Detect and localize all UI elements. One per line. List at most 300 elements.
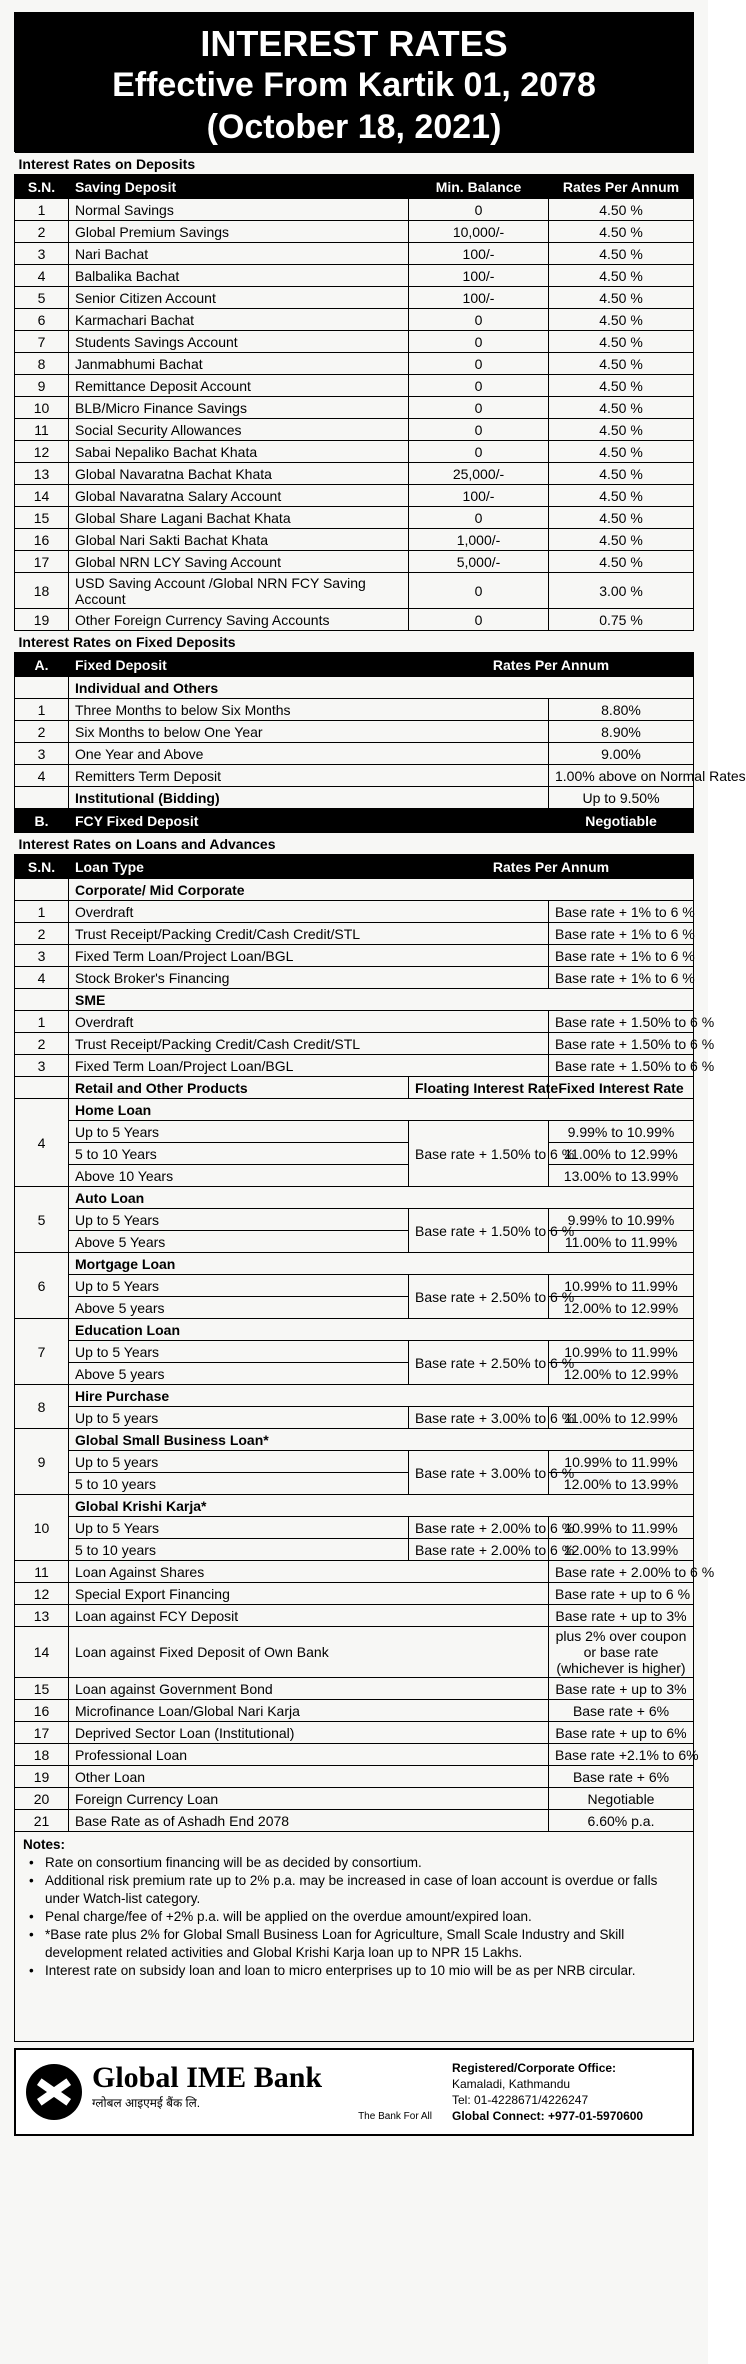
empty-cell xyxy=(15,787,69,809)
fixed-rate-cell: 11.00% to 12.99% xyxy=(549,1143,694,1165)
bank-logo-icon xyxy=(26,2064,82,2120)
fixed-rate-cell: 11.00% to 11.99% xyxy=(549,1231,694,1253)
column-header: A. xyxy=(15,653,69,677)
deposit-cell: 0 xyxy=(409,199,549,221)
note-item: • *Base rate plus 2% for Global Small Business Loan for Agriculture, Small Scale Industry and Skill development related activities and Global Krishi Karja loan up to NPR 15 Lakhs. xyxy=(27,1926,685,1962)
term-cell: 5 to 10 Years xyxy=(69,1143,409,1165)
section-title: Interest Rates on Deposits xyxy=(15,153,694,175)
deposit-cell: 100/- xyxy=(409,265,549,287)
loan-row xyxy=(15,1744,694,1766)
sn-cell: 2 xyxy=(15,923,69,945)
deposit-row xyxy=(15,353,694,375)
rate-cell: Base rate + 2.00% to 6 % xyxy=(549,1561,694,1583)
subhead: Fixed Interest Rate xyxy=(549,1077,694,1099)
subhead-row xyxy=(15,879,694,901)
rate-cell: 9.00% xyxy=(549,743,694,765)
loan-row xyxy=(15,1766,694,1788)
floating-rate-cell: Base rate + 3.00% to 6 % xyxy=(409,1451,549,1495)
sn-cell: 16 xyxy=(15,1700,69,1722)
product-title-row xyxy=(15,1253,694,1275)
label-cell: Special Export Financing xyxy=(69,1583,549,1605)
deposit-cell: 13 xyxy=(15,463,69,485)
label-cell: Microfinance Loan/Global Nari Karja xyxy=(69,1700,549,1722)
floating-rate-cell: Base rate + 2.00% to 6 % xyxy=(409,1539,549,1561)
rate-cell: Base rate + up to 3% xyxy=(549,1678,694,1700)
fixed-rate-cell: 10.99% to 11.99% xyxy=(549,1341,694,1363)
rate-cell: Base rate + 1.50% to 6 % xyxy=(549,1011,694,1033)
deposit-row xyxy=(15,441,694,463)
rate-cell: Base rate + 1% to 6 % xyxy=(549,945,694,967)
deposit-cell: 4.50 % xyxy=(549,529,694,551)
product-row xyxy=(15,1275,694,1297)
term-cell: Above 10 Years xyxy=(69,1165,409,1187)
deposit-cell: Normal Savings xyxy=(69,199,409,221)
rate-cell: Base rate +2.1% to 6% xyxy=(549,1744,694,1766)
deposit-cell: Nari Bachat xyxy=(69,243,409,265)
loan-row xyxy=(15,923,694,945)
column-header: Negotiable xyxy=(549,809,694,833)
deposit-cell: 5,000/- xyxy=(409,551,549,573)
rate-cell: Base rate + up to 6% xyxy=(549,1722,694,1744)
notes-section xyxy=(14,1832,694,2042)
label-cell: Professional Loan xyxy=(69,1744,549,1766)
note-item: • Rate on consortium financing will be as decided by consortium. xyxy=(27,1854,685,1872)
deposit-cell: 4.50 % xyxy=(549,375,694,397)
notice-title: INTEREST RATES xyxy=(200,23,508,64)
product-row xyxy=(15,1297,694,1319)
section-title-row xyxy=(15,631,694,653)
deposit-cell: 4 xyxy=(15,265,69,287)
column-header: Min. Balance xyxy=(409,175,549,199)
loan-row xyxy=(15,967,694,989)
deposit-cell: 1,000/- xyxy=(409,529,549,551)
sn-cell: 13 xyxy=(15,1605,69,1627)
sn-cell: 6 xyxy=(15,1253,69,1319)
deposit-cell: Karmachari Bachat xyxy=(69,309,409,331)
fixed-row xyxy=(15,765,694,787)
deposit-cell: Global Share Lagani Bachat Khata xyxy=(69,507,409,529)
subhead-row xyxy=(15,989,694,1011)
deposit-row xyxy=(15,243,694,265)
deposit-row xyxy=(15,375,694,397)
label-cell: Three Months to below Six Months xyxy=(69,699,549,721)
bank-footer xyxy=(14,2048,694,2136)
deposit-row xyxy=(15,573,694,609)
product-row xyxy=(15,1121,694,1143)
product-title: Education Loan xyxy=(69,1319,694,1341)
label-cell: Institutional (Bidding) xyxy=(69,787,549,809)
notice-header xyxy=(14,12,694,152)
sn-cell: 1 xyxy=(15,1011,69,1033)
deposit-row xyxy=(15,551,694,573)
fixed-rate-cell: 12.00% to 13.99% xyxy=(549,1539,694,1561)
subhead-row xyxy=(15,677,694,699)
label-cell: Loan against Fixed Deposit of Own Bank xyxy=(69,1627,549,1678)
product-row xyxy=(15,1451,694,1473)
deposit-row xyxy=(15,419,694,441)
deposit-row xyxy=(15,265,694,287)
label-cell: Loan against FCY Deposit xyxy=(69,1605,549,1627)
sn-cell: 7 xyxy=(15,1319,69,1385)
loan-row xyxy=(15,901,694,923)
note-item: • Penal charge/fee of +2% p.a. will be applied on the overdue amount/expired loan. xyxy=(27,1908,685,1926)
deposit-cell: 4.50 % xyxy=(549,309,694,331)
section-title-row xyxy=(15,833,694,855)
deposit-cell: Global Navaratna Bachat Khata xyxy=(69,463,409,485)
rate-cell: 1.00% above on Normal Rates xyxy=(549,765,694,787)
empty-cell xyxy=(15,1077,69,1099)
loan-row xyxy=(15,1627,694,1678)
deposit-row xyxy=(15,529,694,551)
deposit-cell: Balbalika Bachat xyxy=(69,265,409,287)
office-title: Registered/Corporate Office: xyxy=(452,2061,617,2075)
deposit-cell: 15 xyxy=(15,507,69,529)
product-row xyxy=(15,1143,694,1165)
sn-cell: 3 xyxy=(15,1055,69,1077)
label-cell: Other Loan xyxy=(69,1766,549,1788)
column-header: Loan Type xyxy=(69,855,409,879)
product-title: Global Krishi Karja* xyxy=(69,1495,694,1517)
subhead: Corporate/ Mid Corporate xyxy=(69,879,694,901)
loan-row xyxy=(15,1605,694,1627)
column-header: FCY Fixed Deposit xyxy=(69,809,549,833)
office-connect: Global Connect: +977-01-5970600 xyxy=(452,2109,644,2123)
rate-cell: plus 2% over coupon or base rate (whichever is higher) xyxy=(549,1627,694,1678)
loan-row xyxy=(15,1583,694,1605)
sn-cell: 3 xyxy=(15,945,69,967)
deposit-cell: 0 xyxy=(409,609,549,631)
loan-row xyxy=(15,1055,694,1077)
loan-row xyxy=(15,1788,694,1810)
inst-row xyxy=(15,787,694,809)
product-title: Mortgage Loan xyxy=(69,1253,694,1275)
deposit-cell: 0 xyxy=(409,397,549,419)
rate-cell: Base rate + 1.50% to 6 % xyxy=(549,1055,694,1077)
deposit-cell: Global Premium Savings xyxy=(69,221,409,243)
rate-cell: Base rate + 1% to 6 % xyxy=(549,967,694,989)
label-cell: Overdraft xyxy=(69,901,549,923)
deposit-cell: Global Nari Sakti Bachat Khata xyxy=(69,529,409,551)
deposit-cell: 11 xyxy=(15,419,69,441)
fixed-rate-cell: 12.00% to 12.99% xyxy=(549,1297,694,1319)
deposit-cell: 17 xyxy=(15,551,69,573)
deposit-row xyxy=(15,507,694,529)
rate-cell: Negotiable xyxy=(549,1788,694,1810)
product-title: Home Loan xyxy=(69,1099,694,1121)
deposit-cell: 3.00 % xyxy=(549,573,694,609)
product-title-row xyxy=(15,1495,694,1517)
deposit-cell: 4.50 % xyxy=(549,287,694,309)
deposit-cell: 1 xyxy=(15,199,69,221)
label-cell: Fixed Term Loan/Project Loan/BGL xyxy=(69,945,549,967)
header-row xyxy=(15,653,694,677)
loan-row xyxy=(15,1011,694,1033)
deposit-cell: 4.50 % xyxy=(549,221,694,243)
rate-cell: Up to 9.50% xyxy=(549,787,694,809)
product-title: Auto Loan xyxy=(69,1187,694,1209)
label-cell: Stock Broker's Financing xyxy=(69,967,549,989)
floating-rate-cell: Base rate + 2.00% to 6 % xyxy=(409,1517,549,1539)
term-cell: Up to 5 years xyxy=(69,1451,409,1473)
sn-cell: 5 xyxy=(15,1187,69,1253)
subhead: Individual and Others xyxy=(69,677,694,699)
sn-cell: 2 xyxy=(15,1033,69,1055)
deposit-cell: 4.50 % xyxy=(549,463,694,485)
column-header: Rates Per Annum xyxy=(409,855,694,879)
deposit-cell: 4.50 % xyxy=(549,353,694,375)
loan-row xyxy=(15,1033,694,1055)
bank-name: Global IME Bank xyxy=(92,2061,323,2094)
loan-row xyxy=(15,1722,694,1744)
fixed-rate-cell: 10.99% to 11.99% xyxy=(549,1517,694,1539)
deposit-cell: 10 xyxy=(15,397,69,419)
label-cell: Base Rate as of Ashadh End 2078 xyxy=(69,1810,549,1832)
deposit-cell: 14 xyxy=(15,485,69,507)
effective-date-ad: (October 18, 2021) xyxy=(206,108,502,146)
subhead: Retail and Other Products xyxy=(69,1077,409,1099)
deposit-cell: 9 xyxy=(15,375,69,397)
header-row xyxy=(15,855,694,879)
fixed-rate-cell: 9.99% to 10.99% xyxy=(549,1121,694,1143)
product-row xyxy=(15,1231,694,1253)
deposit-cell: 4.50 % xyxy=(549,485,694,507)
deposit-cell: 4.50 % xyxy=(549,265,694,287)
deposit-cell: Remittance Deposit Account xyxy=(69,375,409,397)
rate-cell: Base rate + 6% xyxy=(549,1766,694,1788)
product-title: Global Small Business Loan* xyxy=(69,1429,694,1451)
term-cell: Up to 5 Years xyxy=(69,1209,409,1231)
sn-cell: 19 xyxy=(15,1766,69,1788)
deposit-cell: 0 xyxy=(409,419,549,441)
product-title-row xyxy=(15,1429,694,1451)
deposit-cell: 4.50 % xyxy=(549,243,694,265)
label-cell: Overdraft xyxy=(69,1011,549,1033)
sn-cell: 12 xyxy=(15,1583,69,1605)
fixed-rate-cell: 13.00% to 13.99% xyxy=(549,1165,694,1187)
deposit-row xyxy=(15,287,694,309)
header-row xyxy=(15,809,694,833)
subhead: SME xyxy=(69,989,694,1011)
deposit-cell: 4.50 % xyxy=(549,551,694,573)
deposit-cell: Students Savings Account xyxy=(69,331,409,353)
deposit-row xyxy=(15,199,694,221)
deposit-row xyxy=(15,309,694,331)
office-phone: Tel: 01-4228671/4226247 xyxy=(452,2093,589,2107)
product-title-row xyxy=(15,1099,694,1121)
product-row xyxy=(15,1363,694,1385)
term-cell: Above 5 years xyxy=(69,1363,409,1385)
bank-tagline: The Bank For All xyxy=(358,2111,432,2122)
deposit-cell: 4.50 % xyxy=(549,507,694,529)
sn-cell: 17 xyxy=(15,1722,69,1744)
rate-cell: Base rate + up to 6 % xyxy=(549,1583,694,1605)
sn-cell: 8 xyxy=(15,1385,69,1429)
column-header: B. xyxy=(15,809,69,833)
empty-cell xyxy=(15,677,69,699)
sn-cell: 1 xyxy=(15,699,69,721)
deposit-cell: 0 xyxy=(409,573,549,609)
deposit-row xyxy=(15,485,694,507)
sn-cell: 4 xyxy=(15,967,69,989)
section-title: Interest Rates on Loans and Advances xyxy=(15,833,694,855)
sn-cell: 4 xyxy=(15,1099,69,1187)
sn-cell: 1 xyxy=(15,901,69,923)
loan-row xyxy=(15,1700,694,1722)
deposit-cell: 100/- xyxy=(409,243,549,265)
product-title-row xyxy=(15,1187,694,1209)
sn-cell: 14 xyxy=(15,1627,69,1678)
fixed-row xyxy=(15,743,694,765)
deposit-row xyxy=(15,331,694,353)
deposit-row xyxy=(15,397,694,419)
sn-cell: 15 xyxy=(15,1678,69,1700)
term-cell: Up to 5 Years xyxy=(69,1121,409,1143)
label-cell: Foreign Currency Loan xyxy=(69,1788,549,1810)
deposit-cell: Sabai Nepaliko Bachat Khata xyxy=(69,441,409,463)
product-row xyxy=(15,1165,694,1187)
deposit-cell: 0 xyxy=(409,309,549,331)
deposit-cell: Other Foreign Currency Saving Accounts xyxy=(69,609,409,631)
deposit-cell: 7 xyxy=(15,331,69,353)
deposit-row xyxy=(15,221,694,243)
deposit-cell: 0 xyxy=(409,507,549,529)
rate-cell: 8.90% xyxy=(549,721,694,743)
empty-cell xyxy=(15,989,69,1011)
sn-cell: 21 xyxy=(15,1810,69,1832)
deposit-cell: 6 xyxy=(15,309,69,331)
deposit-cell: 12 xyxy=(15,441,69,463)
fixed-row xyxy=(15,699,694,721)
sn-cell: 11 xyxy=(15,1561,69,1583)
label-cell: Remitters Term Deposit xyxy=(69,765,549,787)
floating-rate-cell: Base rate + 1.50% to 6 % xyxy=(409,1121,549,1187)
deposit-cell: 100/- xyxy=(409,485,549,507)
deposit-cell: 4.50 % xyxy=(549,397,694,419)
label-cell: Loan against Government Bond xyxy=(69,1678,549,1700)
loan-row xyxy=(15,1561,694,1583)
product-row xyxy=(15,1209,694,1231)
office-info xyxy=(452,2060,682,2124)
notes-title: Notes: xyxy=(23,1837,66,1852)
floating-rate-cell: Base rate + 2.50% to 6 % xyxy=(409,1275,549,1319)
deposit-cell: 3 xyxy=(15,243,69,265)
deposit-cell: 0 xyxy=(409,353,549,375)
product-row xyxy=(15,1539,694,1561)
deposit-cell: 100/- xyxy=(409,287,549,309)
term-cell: Up to 5 Years xyxy=(69,1341,409,1363)
product-title-row xyxy=(15,1385,694,1407)
rate-cell: Base rate + 6% xyxy=(549,1700,694,1722)
rate-cell: 6.60% p.a. xyxy=(549,1810,694,1832)
sn-cell: 2 xyxy=(15,721,69,743)
loan-row xyxy=(15,1810,694,1832)
rates-table xyxy=(14,152,746,1832)
sn-cell: 10 xyxy=(15,1495,69,1561)
deposit-cell: Global Navaratna Salary Account xyxy=(69,485,409,507)
header-row xyxy=(15,175,694,199)
deposit-cell: 4.50 % xyxy=(549,441,694,463)
column-header: Fixed Deposit xyxy=(69,653,409,677)
column-header: Rates Per Annum xyxy=(409,653,694,677)
label-cell: Six Months to below One Year xyxy=(69,721,549,743)
rate-cell: Base rate + up to 3% xyxy=(549,1605,694,1627)
subhead-row xyxy=(15,1077,694,1099)
notes-list xyxy=(23,1854,685,1980)
product-row xyxy=(15,1341,694,1363)
deposit-cell: USD Saving Account /Global NRN FCY Saving Account xyxy=(69,573,409,609)
deposit-cell: 25,000/- xyxy=(409,463,549,485)
rate-cell: Base rate + 1% to 6 % xyxy=(549,901,694,923)
fixed-rate-cell: 11.00% to 12.99% xyxy=(549,1407,694,1429)
term-cell: Above 5 Years xyxy=(69,1231,409,1253)
column-header: S.N. xyxy=(15,175,69,199)
deposit-cell: 0.75 % xyxy=(549,609,694,631)
sn-cell: 3 xyxy=(15,743,69,765)
effective-date: Effective From Kartik 01, 2078 xyxy=(112,66,596,104)
deposit-cell: 19 xyxy=(15,609,69,631)
section-title: Interest Rates on Fixed Deposits xyxy=(15,631,694,653)
product-row xyxy=(15,1473,694,1495)
deposit-cell: 4.50 % xyxy=(549,331,694,353)
term-cell: Above 5 years xyxy=(69,1297,409,1319)
deposit-cell: 10,000/- xyxy=(409,221,549,243)
product-row xyxy=(15,1407,694,1429)
fixed-rate-cell: 12.00% to 13.99% xyxy=(549,1473,694,1495)
sn-cell: 20 xyxy=(15,1788,69,1810)
note-item: • Additional risk premium rate up to 2% p.a. may be increased in case of loan account is overdue or falls under Watch-list category. xyxy=(27,1872,685,1908)
fixed-row xyxy=(15,721,694,743)
bank-name-nepali: ग्लोबल आइएमई बैंक लि. xyxy=(92,2096,201,2110)
floating-rate-cell: Base rate + 3.00% to 6 % xyxy=(409,1407,549,1429)
deposit-cell: 4.50 % xyxy=(549,199,694,221)
deposit-cell: 5 xyxy=(15,287,69,309)
rate-cell: 8.80% xyxy=(549,699,694,721)
deposit-cell: Senior Citizen Account xyxy=(69,287,409,309)
deposit-cell: 16 xyxy=(15,529,69,551)
term-cell: 5 to 10 years xyxy=(69,1473,409,1495)
label-cell: One Year and Above xyxy=(69,743,549,765)
deposit-cell: Social Security Allowances xyxy=(69,419,409,441)
subhead: Floating Interest Rate xyxy=(409,1077,549,1099)
fixed-rate-cell: 10.99% to 11.99% xyxy=(549,1275,694,1297)
product-title-row xyxy=(15,1319,694,1341)
rate-cell: Base rate + 1% to 6 % xyxy=(549,923,694,945)
loan-row xyxy=(15,1678,694,1700)
loan-row xyxy=(15,945,694,967)
deposit-cell: 18 xyxy=(15,573,69,609)
label-cell: Deprived Sector Loan (Institutional) xyxy=(69,1722,549,1744)
sn-cell: 4 xyxy=(15,765,69,787)
floating-rate-cell: Base rate + 1.50% to 6 % xyxy=(409,1209,549,1253)
office-address: Kamaladi, Kathmandu xyxy=(452,2077,571,2091)
deposit-cell: BLB/Micro Finance Savings xyxy=(69,397,409,419)
deposit-row xyxy=(15,463,694,485)
deposit-row xyxy=(15,609,694,631)
sn-cell: 18 xyxy=(15,1744,69,1766)
deposit-cell: 8 xyxy=(15,353,69,375)
fixed-rate-cell: 10.99% to 11.99% xyxy=(549,1451,694,1473)
term-cell: Up to 5 Years xyxy=(69,1517,409,1539)
note-item: • Interest rate on subsidy loan and loan to micro enterprises up to 10 mio will be as per NRB circular. xyxy=(27,1962,685,1980)
term-cell: Up to 5 years xyxy=(69,1407,409,1429)
deposit-cell: 4.50 % xyxy=(549,419,694,441)
deposit-cell: 2 xyxy=(15,221,69,243)
product-row xyxy=(15,1517,694,1539)
empty-cell xyxy=(15,879,69,901)
label-cell: Fixed Term Loan/Project Loan/BGL xyxy=(69,1055,549,1077)
fixed-rate-cell: 12.00% to 12.99% xyxy=(549,1363,694,1385)
term-cell: Up to 5 Years xyxy=(69,1275,409,1297)
